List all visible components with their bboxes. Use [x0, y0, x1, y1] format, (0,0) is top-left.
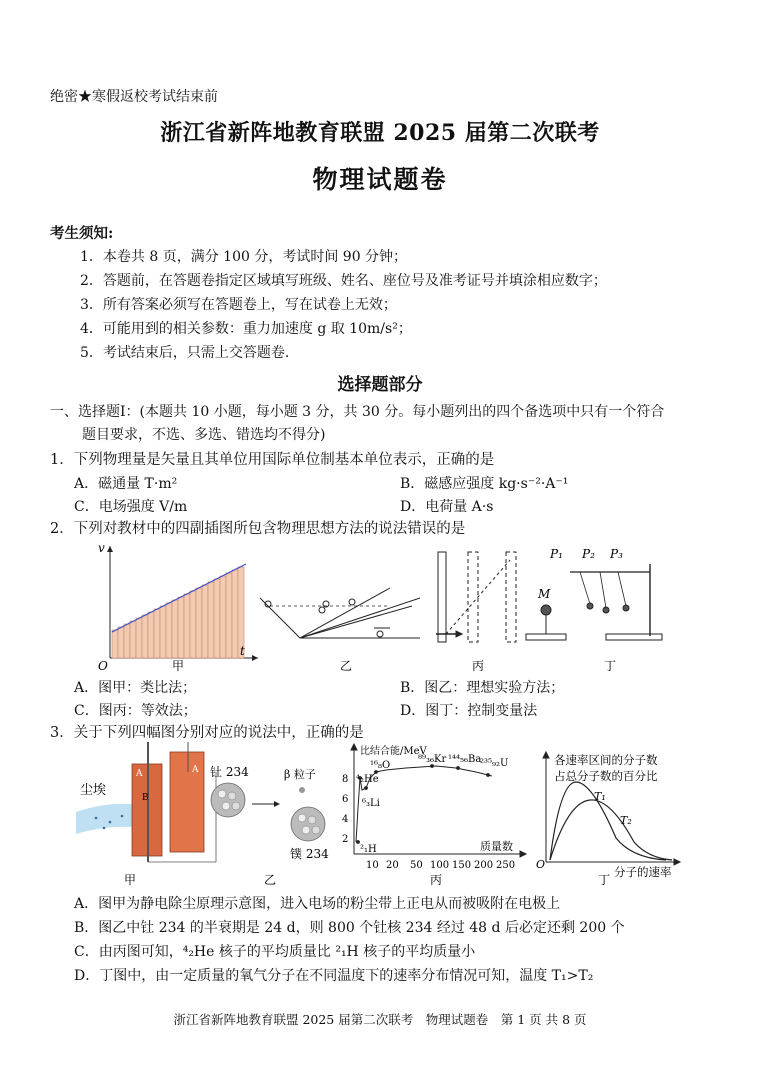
q3-fig3-xtick: 100 [430, 860, 450, 871]
q3-option-b: B．图乙中钍 234 的半衰期是 24 d，则 800 个钍核 234 经过 48 d 后必定还剩 200 个 [74, 920, 625, 936]
q3-fig3-xtick: 10 [366, 860, 379, 871]
q2-fig-label-jia: 甲 [172, 659, 185, 672]
q1-option-b: B．磁感应强度 kg·s⁻²·A⁻¹ [400, 476, 569, 492]
exam-title: 浙江省新阵地教育联盟 2025 届第二次联考 [160, 120, 600, 146]
q1-option-a: A．磁通量 T·m² [74, 476, 178, 492]
q3-fig3-h-label: ²₁H [360, 844, 377, 855]
q3-fig3-ytick: 6 [342, 794, 349, 805]
q3-fig1-a2-label: A [192, 765, 199, 775]
q3-fig3-xtick: 150 [452, 860, 472, 871]
notice-item: 1．本卷共 8 页，满分 100 分，考试时间 90 分钟； [80, 249, 408, 265]
q2-option-b: B．图乙：理想实验方法； [400, 680, 565, 696]
q2-figures [90, 540, 670, 672]
q2-fig1-origin: O [98, 659, 108, 672]
q3-fig4-title-line2: 占总分子数的百分比 [554, 769, 658, 783]
notice-heading: 考生须知: [50, 225, 114, 242]
q2-fig4-p1-label: P₁ [550, 547, 563, 561]
q3-fig3-xlabel: 质量数 [480, 840, 513, 853]
page-footer: 浙江省新阵地教育联盟 2025 届第二次联考 物理试题卷 第 1 页 共 8 页 [173, 1012, 587, 1027]
q2-fig-label-bing: 丙 [472, 659, 485, 672]
section-intro: 一、选择题Ⅰ：(本题共 10 小题，每小题 3 分，共 30 分。每小题列出的四个备选项中只有一个符合 [50, 404, 665, 420]
q2-fig4-m-label: M [538, 587, 551, 601]
q2-option-c: C．图丙：等效法； [74, 703, 197, 719]
q1-option-c: C．电场强度 V/m [74, 499, 188, 515]
q2-option-a: A．图甲：类比法； [74, 680, 197, 696]
q2-fig-yi [260, 588, 420, 638]
q1-option-d: D．电荷量 A·s [400, 499, 494, 515]
q3-fig2-pa-label: 镤 234 [290, 847, 329, 861]
q3-fig3-xtick: 200 [474, 860, 494, 871]
q3-fig3-xtick: 250 [496, 860, 516, 871]
q2-fig-bing [436, 552, 516, 642]
section-intro-cont: 题目要求，不选、多选、错选均不得分) [82, 427, 326, 443]
q3-fig-label-bing: 丙 [430, 873, 443, 887]
q2-fig4-p2-label: P₂ [582, 547, 595, 561]
q3-fig4-xlabel: 分子的速率 [614, 865, 672, 879]
q2-stem: 2．下列对教材中的四副插图所包含物理思想方法的说法错误的是 [50, 521, 466, 537]
q3-stem: 3．关于下列四幅图分别对应的说法中，正确的是 [50, 725, 364, 741]
q3-option-a: A．图甲为静电除尘原理示意图，进入电场的粉尘带上正电从而被吸附在电极上 [74, 896, 561, 912]
q3-fig1-dust-label: 尘埃 [80, 783, 107, 798]
q3-fig1-a1-label: A [136, 769, 143, 779]
q3-fig3-ytick: 8 [342, 774, 349, 785]
q2-fig-label-ding: 丁 [604, 659, 617, 672]
q3-fig2-thorium-label: 钍 234 [210, 765, 249, 779]
q3-fig3-o-label: ¹⁶₈O [370, 760, 391, 771]
q3-fig2-beta-label: β 粒子 [284, 768, 316, 781]
q3-fig-label-jia: 甲 [124, 873, 137, 887]
q3-fig3-u-label: ²³⁵₉₂U [480, 758, 509, 769]
q2-option-d: D．图丁：控制变量法 [400, 703, 538, 719]
q3-fig-label-ding: 丁 [598, 873, 611, 887]
q2-fig1-v-label: v [98, 541, 105, 555]
q3-fig3-ylabel: 比结合能/MeV [360, 746, 427, 757]
q3-fig3-kr-label: ⁸⁹₃₆Kr [418, 754, 447, 765]
q2-fig-ding [526, 564, 662, 640]
q3-fig-yi [211, 783, 325, 841]
q3-fig3-xtick: 20 [386, 860, 399, 871]
q2-fig-jia [98, 541, 258, 672]
confidential-mark: 绝密★寒假返校考试结束前 [50, 89, 218, 105]
notice-item: 3．所有答案必须写在答题卷上，写在试卷上无效； [80, 297, 397, 313]
q3-fig4-t2-label: T₂ [620, 814, 632, 827]
notice-item: 5．考试结束后，只需上交答题卷. [80, 345, 290, 361]
q3-fig-label-yi: 乙 [264, 873, 277, 887]
q3-fig3-ytick: 4 [342, 814, 349, 825]
paper-subtitle: 物理试题卷 [312, 165, 448, 194]
q3-fig3-he-label: ⁴₂He [356, 774, 379, 785]
q3-fig3-li-label: ⁶₃Li [362, 798, 380, 809]
q3-option-c: C．由丙图可知，⁴₂He 核子的平均质量比 ²₁H 核子的平均质量小 [74, 944, 476, 960]
q2-fig4-p3-label: P₃ [610, 547, 623, 561]
section-title: 选择题部分 [337, 375, 423, 395]
notice-item: 2．答题前，在答题卷指定区域填写班级、姓名、座位号及准考证号并填涂相应数字； [80, 273, 607, 289]
q3-fig4-title-line1: 各速率区间的分子数 [554, 753, 658, 767]
q3-fig4-origin: O [536, 858, 546, 871]
q3-fig3-xtick: 50 [410, 860, 423, 871]
q3-fig3-ba-label: ¹⁴⁴₅₆Ba [448, 754, 482, 765]
q1-stem: 1．下列物理量是矢量且其单位用国际单位制基本单位表示，正确的是 [50, 452, 495, 468]
q3-fig4-t1-label: T₁ [594, 790, 606, 803]
notice-item: 4．可能用到的相关参数：重力加速度 g 取 10m/s²； [80, 321, 412, 337]
q2-fig-label-yi: 乙 [340, 659, 353, 672]
q3-fig1-b-label: B [142, 793, 149, 803]
q3-figures [76, 742, 686, 888]
q3-fig3-ytick: 2 [342, 834, 349, 845]
q2-fig1-t-label: t [240, 644, 245, 658]
q3-option-d: D．丁图中，由一定质量的氧气分子在不同温度下的速率分布情况可知，温度 T₁>T₂ [74, 968, 594, 984]
